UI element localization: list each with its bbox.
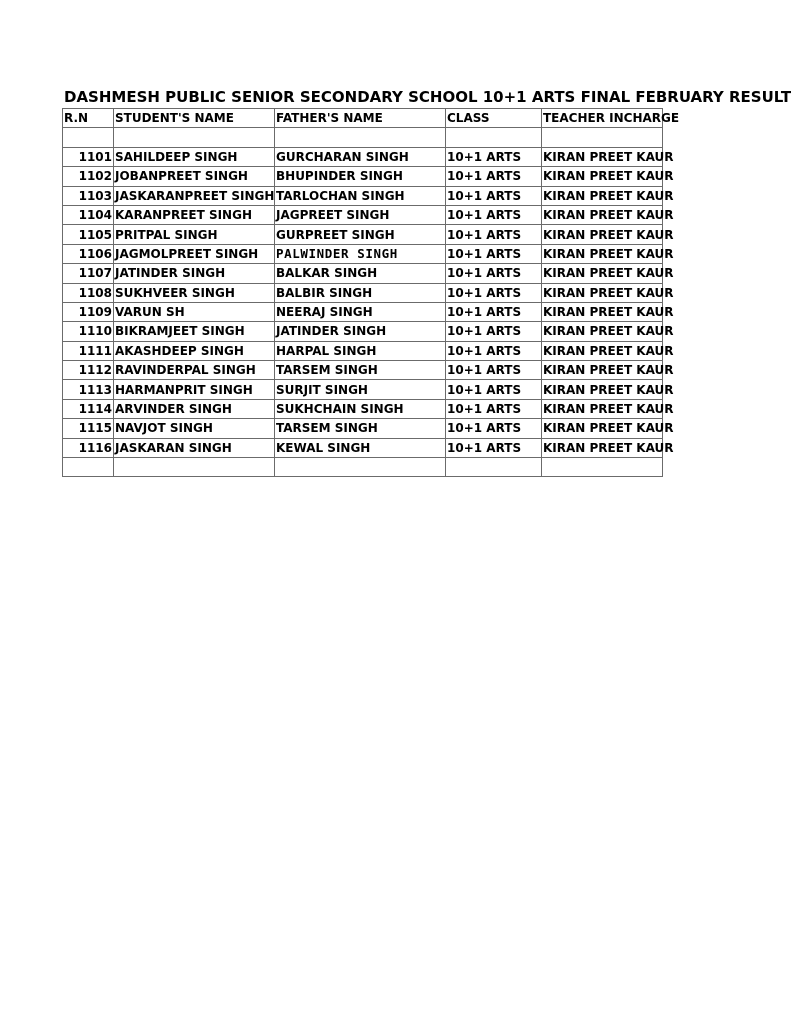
cell-roll-number: 1105	[63, 225, 114, 244]
cell-father-name: PALWINDER SINGH	[275, 244, 446, 263]
cell-student-name: JAGMOLPREET SINGH	[114, 244, 275, 263]
table-row	[63, 167, 663, 186]
cell-class: 10+1 ARTS	[446, 147, 542, 166]
cell-roll-number: 1108	[63, 283, 114, 302]
cell-student-name: JASKARANPREET SINGH	[114, 186, 275, 205]
cell-teacher-incharge: KIRAN PREET KAUR	[542, 244, 663, 263]
cell-class: 10+1 ARTS	[446, 225, 542, 244]
cell-father-name: BALBIR SINGH	[275, 283, 446, 302]
cell-teacher-incharge: KIRAN PREET KAUR	[542, 380, 663, 399]
table-row	[63, 186, 663, 205]
cell-father-name: JATINDER SINGH	[275, 322, 446, 341]
empty-row	[63, 128, 663, 147]
empty-cell	[63, 458, 114, 477]
cell-student-name: HARMANPRIT SINGH	[114, 380, 275, 399]
cell-father-name: SURJIT SINGH	[275, 380, 446, 399]
header-class: CLASS	[446, 109, 542, 128]
table-row	[63, 205, 663, 224]
cell-roll-number: 1116	[63, 438, 114, 457]
cell-class: 10+1 ARTS	[446, 283, 542, 302]
cell-class: 10+1 ARTS	[446, 205, 542, 224]
cell-student-name: RAVINDERPAL SINGH	[114, 361, 275, 380]
cell-class: 10+1 ARTS	[446, 264, 542, 283]
cell-father-name: SUKHCHAIN SINGH	[275, 399, 446, 418]
cell-teacher-incharge: KIRAN PREET KAUR	[542, 225, 663, 244]
cell-roll-number: 1103	[63, 186, 114, 205]
cell-student-name: AKASHDEEP SINGH	[114, 341, 275, 360]
empty-cell	[275, 128, 446, 147]
cell-father-name: JAGPREET SINGH	[275, 205, 446, 224]
cell-class: 10+1 ARTS	[446, 438, 542, 457]
results-table	[62, 108, 680, 477]
cell-class: 10+1 ARTS	[446, 244, 542, 263]
cell-teacher-incharge: KIRAN PREET KAUR	[542, 399, 663, 418]
cell-teacher-incharge: KIRAN PREET KAUR	[542, 205, 663, 224]
cell-roll-number: 1110	[63, 322, 114, 341]
empty-cell	[114, 128, 275, 147]
header-student-name: STUDENT'S NAME	[114, 109, 275, 128]
page-title: DASHMESH PUBLIC SENIOR SECONDARY SCHOOL 10+1 ARTS FINAL FEBRUARY RESULT	[64, 88, 791, 106]
cell-class: 10+1 ARTS	[446, 399, 542, 418]
table-row	[63, 283, 663, 302]
cell-student-name: JOBANPREET SINGH	[114, 167, 275, 186]
cell-roll-number: 1113	[63, 380, 114, 399]
cell-teacher-incharge: KIRAN PREET KAUR	[542, 147, 663, 166]
cell-father-name: NEERAJ SINGH	[275, 302, 446, 321]
cell-teacher-incharge: KIRAN PREET KAUR	[542, 322, 663, 341]
table-row	[63, 419, 663, 438]
cell-father-name: TARSEM SINGH	[275, 361, 446, 380]
empty-cell	[446, 458, 542, 477]
table-row	[63, 322, 663, 341]
cell-roll-number: 1112	[63, 361, 114, 380]
empty-cell	[542, 128, 663, 147]
cell-father-name: BALKAR SINGH	[275, 264, 446, 283]
empty-cell	[275, 458, 446, 477]
cell-student-name: BIKRAMJEET SINGH	[114, 322, 275, 341]
cell-class: 10+1 ARTS	[446, 167, 542, 186]
header-row	[63, 109, 663, 128]
cell-class: 10+1 ARTS	[446, 186, 542, 205]
header-father-name: FATHER'S NAME	[275, 109, 446, 128]
cell-student-name: SAHILDEEP SINGH	[114, 147, 275, 166]
table-row	[63, 225, 663, 244]
empty-cell	[63, 128, 114, 147]
table-row	[63, 438, 663, 457]
cell-teacher-incharge: KIRAN PREET KAUR	[542, 264, 663, 283]
cell-roll-number: 1101	[63, 147, 114, 166]
table-row	[63, 341, 663, 360]
cell-student-name: PRITPAL SINGH	[114, 225, 275, 244]
cell-teacher-incharge: KIRAN PREET KAUR	[542, 361, 663, 380]
cell-teacher-incharge: KIRAN PREET KAUR	[542, 283, 663, 302]
table-row	[63, 302, 663, 321]
cell-student-name: SUKHVEER SINGH	[114, 283, 275, 302]
cell-teacher-incharge: KIRAN PREET KAUR	[542, 438, 663, 457]
cell-roll-number: 1107	[63, 264, 114, 283]
results-table-body	[63, 109, 680, 477]
table-row	[63, 399, 663, 418]
cell-father-name: KEWAL SINGH	[275, 438, 446, 457]
table-row	[63, 147, 663, 166]
cell-student-name: ARVINDER SINGH	[114, 399, 275, 418]
table-row	[63, 244, 663, 263]
table-row	[63, 264, 663, 283]
cell-class: 10+1 ARTS	[446, 380, 542, 399]
cell-teacher-incharge: KIRAN PREET KAUR	[542, 167, 663, 186]
cell-roll-number: 1115	[63, 419, 114, 438]
cell-roll-number: 1102	[63, 167, 114, 186]
header-teacher-incharge: TEACHER INCHARGE	[542, 109, 663, 128]
cell-father-name: HARPAL SINGH	[275, 341, 446, 360]
cell-student-name: JATINDER SINGH	[114, 264, 275, 283]
cell-father-name: TARSEM SINGH	[275, 419, 446, 438]
cell-teacher-incharge: KIRAN PREET KAUR	[542, 419, 663, 438]
title-container	[64, 86, 791, 108]
table-row	[63, 380, 663, 399]
cell-roll-number: 1109	[63, 302, 114, 321]
table-row	[63, 361, 663, 380]
empty-cell	[114, 458, 275, 477]
empty-cell	[542, 458, 663, 477]
cell-class: 10+1 ARTS	[446, 302, 542, 321]
header-rn: R.N	[63, 109, 114, 128]
cell-class: 10+1 ARTS	[446, 361, 542, 380]
cell-student-name: JASKARAN SINGH	[114, 438, 275, 457]
cell-father-name: BHUPINDER SINGH	[275, 167, 446, 186]
cell-teacher-incharge: KIRAN PREET KAUR	[542, 341, 663, 360]
cell-student-name: NAVJOT SINGH	[114, 419, 275, 438]
cell-roll-number: 1111	[63, 341, 114, 360]
empty-cell	[446, 128, 542, 147]
cell-roll-number: 1104	[63, 205, 114, 224]
cell-father-name: TARLOCHAN SINGH	[275, 186, 446, 205]
cell-class: 10+1 ARTS	[446, 419, 542, 438]
empty-row	[63, 458, 663, 477]
cell-class: 10+1 ARTS	[446, 322, 542, 341]
cell-father-name: GURCHARAN SINGH	[275, 147, 446, 166]
cell-student-name: KARANPREET SINGH	[114, 205, 275, 224]
cell-roll-number: 1106	[63, 244, 114, 263]
cell-father-name: GURPREET SINGH	[275, 225, 446, 244]
cell-teacher-incharge: KIRAN PREET KAUR	[542, 302, 663, 321]
cell-student-name: VARUN SH	[114, 302, 275, 321]
cell-class: 10+1 ARTS	[446, 341, 542, 360]
cell-roll-number: 1114	[63, 399, 114, 418]
cell-teacher-incharge: KIRAN PREET KAUR	[542, 186, 663, 205]
